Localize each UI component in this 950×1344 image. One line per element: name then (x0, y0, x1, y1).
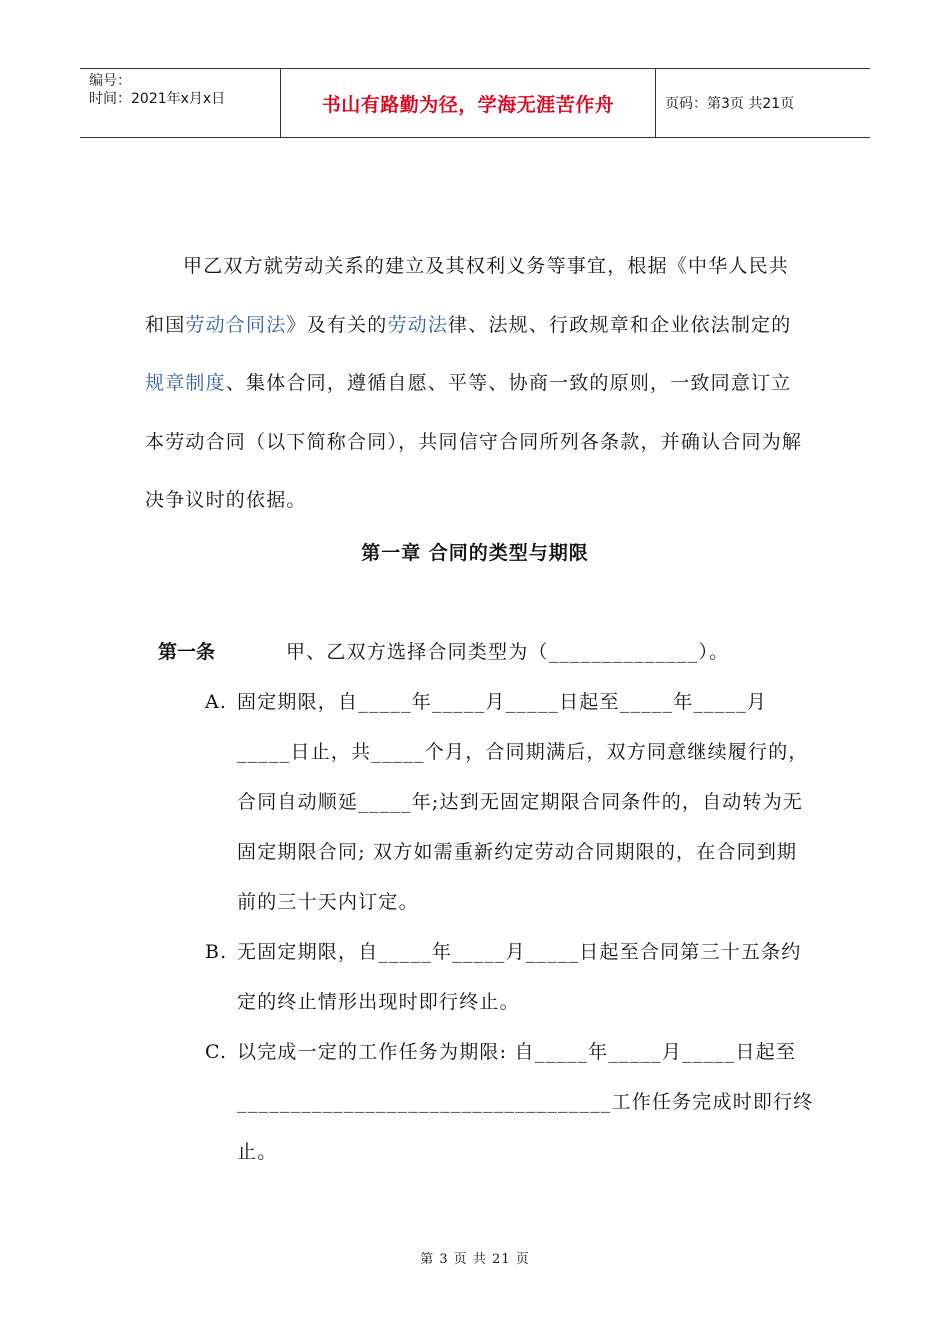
motto-text: 书山有路勤为径，学海无涯苦作舟 (321, 93, 615, 116)
header-motto-cell (280, 69, 656, 137)
labor-contract-law-link[interactable]: 劳动合同法 (185, 313, 287, 336)
labor-law-link[interactable]: 劳动法 (387, 313, 449, 336)
intro-text-1: 甲乙双方就劳动关系的建立及其权利义务等事宜，根据《中华人民共和国 (145, 255, 790, 336)
option-a-label: A. (205, 691, 228, 713)
option-c-label: C. (205, 1041, 228, 1063)
regulations-link[interactable]: 规章制度 (145, 372, 226, 394)
article-1-heading: 第一条 (158, 641, 216, 663)
option-c-text: 以完成一定的工作任务为期限: 自_____年_____月_____日起至___________________________________工作任务完成时即行终止。 (237, 1041, 814, 1163)
option-c (205, 1027, 815, 1177)
option-a-text: 固定期限，自_____年_____月_____日起至_____年_____月_____日止，共_____个月，合同期满后，双方同意继续履行的，合同自动顺延_____年;达到无固定期限合同条件的，自动转为无固定期限合同; 双方如需重新约定劳动合同期限的，在合同到期前的三十天内订定。 (237, 691, 809, 913)
option-b-label: B. (205, 941, 228, 963)
doc-number-label: 编号： (89, 73, 131, 89)
intro-text-2: 》及有关的 (286, 313, 388, 336)
article-1-text: 甲、乙双方选择合同类型为（______________）。 (286, 641, 730, 663)
doc-date-label: 时间：2021年x月x日 (89, 91, 226, 107)
intro-paragraph (145, 237, 805, 530)
chapter-title: 第一章 合同的类型与期限 (361, 542, 589, 564)
intro-text-4: 、集体合同，遵循自愿、平等、协商一致的原则，一致同意订立本劳动合同（以下简称合同），共同信守合同所列各条款，并确认合同为解决争议时的依据。 (145, 372, 803, 511)
article-1 (158, 637, 730, 664)
page-footer: 第 3 页 共 21 页 (420, 1252, 530, 1267)
option-a (205, 677, 815, 927)
option-b (205, 927, 815, 1027)
document-header (80, 68, 870, 138)
header-meta-cell (80, 69, 280, 137)
intro-text-3: 律、法规、行政规章和企业依法制定的 (448, 313, 792, 336)
header-page-label: 页码：第3页 共21页 (665, 96, 795, 112)
option-b-text: 无固定期限，自_____年_____月_____日起至合同第三十五条约定的终止情形出现时即行终止。 (237, 941, 802, 1013)
